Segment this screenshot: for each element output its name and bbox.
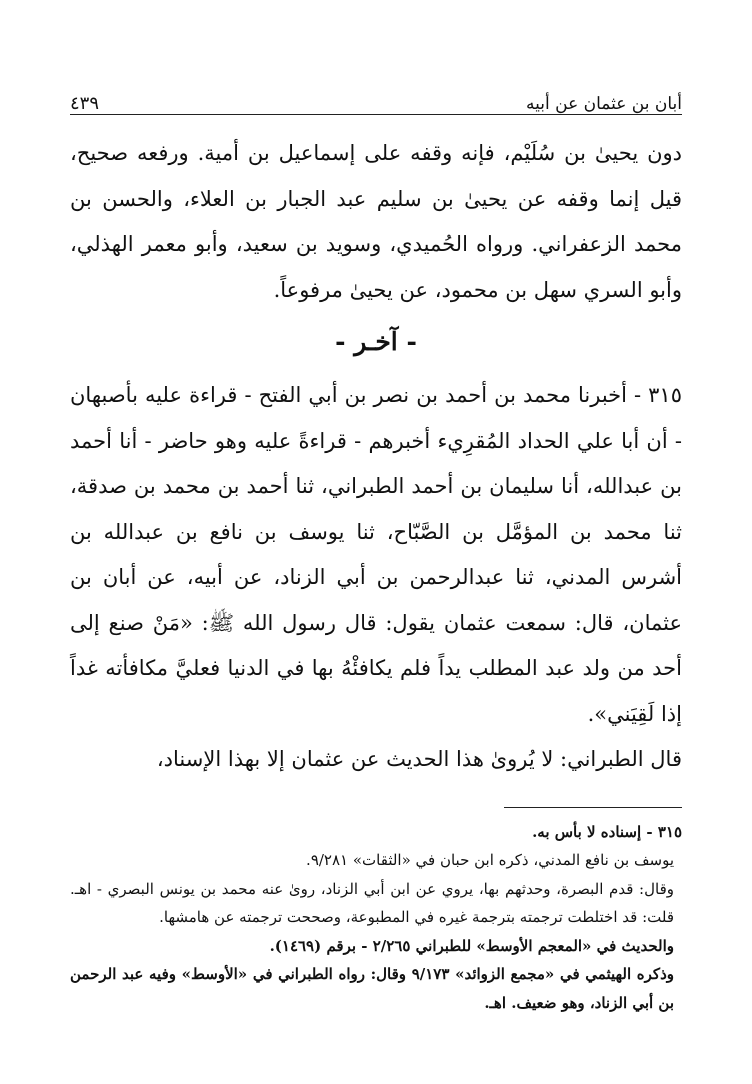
hadith-paragraph: ٣١٥ - أخبرنا محمد بن أحمد بن نصر بن أبي الفتح - قراءة عليه بأصبهان - أن أبا علي الحداد المُقرِيء أخبرهم - قراءةً عليه وهو حاضر - أنا أحمد بن عبدالله، أنا سليمان بن أحمد الطبراني، ثنا أحمد بن محمد بن صدقة، ثنا محمد بن المؤمَّل بن الصَّبّاح، ثنا يوسف بن نافع بن عبدالله بن أشرس المدني، ثنا عبدالرحمن بن أبي الزناد، عن أبيه، عن أبان بن عثمان، قال: سمعت عثمان يقول: قال رسول الله ﷺ: «مَنْ صنع إلى أحد من ولد عبد المطلب يداً فلم يكافئْهُ بها في الدنيا فعليَّ مكافأته غداً إذا لَقِيَني». <box>70 383 683 726</box>
section-heading: - آخـر - <box>335 327 417 356</box>
document-page <box>70 78 682 1038</box>
main-text <box>70 131 682 783</box>
page-header <box>70 78 682 115</box>
commentary-paragraph: قال الطبراني: لا يُروىٰ هذا الحديث عن عثمان إلا بهذا الإسناد، <box>156 747 682 771</box>
footnotes <box>70 818 682 1018</box>
page-number: ٤٣٩ <box>70 93 100 114</box>
footnote-line: والحديث في «المعجم الأوسط» للطبراني ٢/٢٦٥ - برقم (١٤٦٩). <box>269 936 674 955</box>
footnote-line: يوسف بن نافع المدني، ذكره ابن حبان في «الثقات» ٩/٢٨١. <box>306 851 674 869</box>
footnote-line: وذكره الهيثمي في «مجمع الزوائد» ٩/١٧٣ وقال: رواه الطبراني في «الأوسط» وفيه عبد الرحمن بن أبي الزناد، وهو ضعيف. اهـ. <box>70 965 674 1012</box>
paragraph-continuation: دون يحيىٰ بن سُلَيْم، فإنه وقفه على إسماعيل بن أمية. ورفعه صحيح، قيل إنما وقفه عن يحيىٰ بن سليم عبد الجبار بن العلاء، والحسن بن محمد الزعفراني. ورواه الحُميدي، وسويد بن سعيد، وأبو معمر الهذلي، وأبو السري سهل بن محمود، عن يحيىٰ مرفوعاً. <box>70 141 682 302</box>
footnote-separator <box>504 807 682 808</box>
footnote-lead: ٣١٥ - إسناده لا بأس به. <box>532 822 682 841</box>
running-title: أبان بن عثمان عن أبيه <box>526 94 682 114</box>
footnote-line: وقال: قدم البصرة، وحدثهم بها، يروي عن ابن أبي الزناد، روىٰ عنه محمد بن يونس البصري - اهـ. قلت: قد اختلطت ترجمته بترجمة غيره في المطبوعة، وصححت ترجمته عن هامشها. <box>70 879 674 926</box>
